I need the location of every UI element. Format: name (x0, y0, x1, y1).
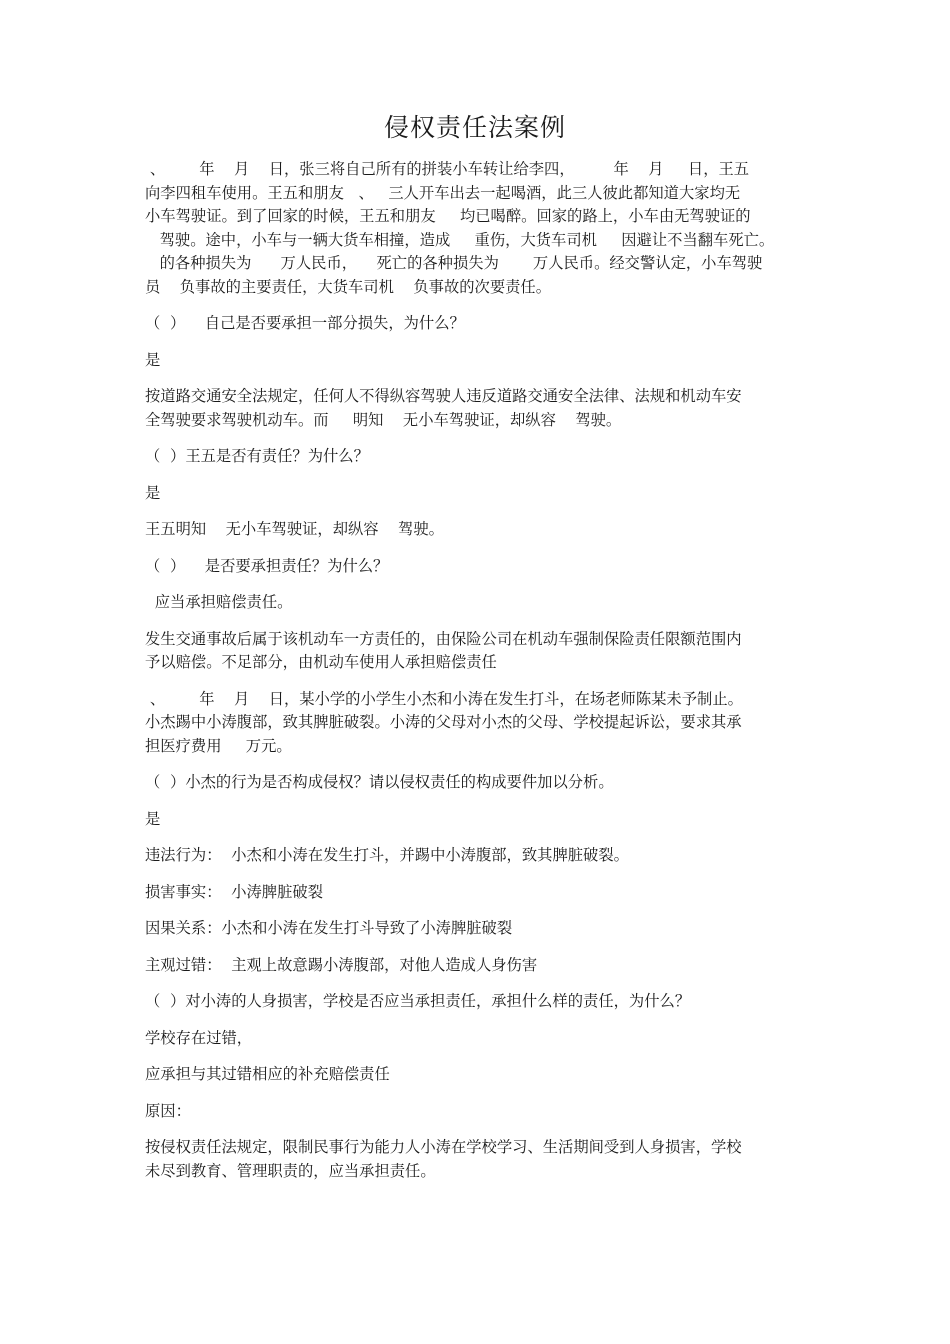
document-body (145, 158, 817, 1183)
case1-question-3: （ ） 是否要承担责任？为什么？ (145, 556, 389, 575)
text-line: 担医疗费用 万元。 (145, 736, 292, 755)
case1-question-2: （ ）王五是否有责任？为什么？ (145, 447, 369, 465)
case2-intro (145, 688, 817, 759)
text-line: 按道路交通安全法规定，任何人不得纵容驾驶人违反道路交通安全法律、法规和机动车安 (145, 387, 742, 405)
element-subjective-fault: 主观过错： 主观上故意踢小涛腹部，对他人造成人身伤害 (145, 955, 538, 974)
case1-answer-2-reason: 王五明知 无小车驾驶证，却纵容 驾驶。 (145, 520, 444, 538)
text-line: 发生交通事故后属于该机动车一方责任的，由保险公司在机动车强制保险责任限额范围内 (145, 629, 742, 648)
document-title: 侵权责任法案例 (383, 113, 566, 142)
text-line: 未尽到教育、管理职责的，应当承担责任。 (145, 1161, 436, 1180)
case2-question-1: （ ）小杰的行为是否构成侵权？请以侵权责任的构成要件加以分析。 (145, 773, 614, 791)
case2-answer-2-line-3: 原因： (145, 1101, 191, 1120)
case2-answer-2-line-1: 学校存在过错， (145, 1028, 253, 1047)
text-line: 员 负事故的主要责任，大货车司机 负事故的次要责任。 (145, 277, 552, 296)
case1-intro (145, 158, 817, 299)
case1-answer-2: 是 (145, 483, 161, 502)
case1-question-1: （ ） 自己是否要承担一部分损失，为什么？ (145, 314, 465, 332)
case1-answer-3-reason (145, 628, 817, 675)
text-line: 、 年 月 日，某小学的小学生小杰和小涛在发生打斗，在场老师陈某未予制止。 (145, 689, 743, 708)
element-causation: 因果关系：小杰和小涛在发生打斗导致了小涛脾脏破裂 (145, 919, 513, 937)
case1-answer-1-reason (145, 385, 817, 432)
case2-answer-1: 是 (145, 809, 161, 828)
text-line: 的各种损失为 万人民币， 死亡的各种损失为 万人民币。经交警认定，小车驾驶 (145, 254, 763, 272)
element-damage-fact: 损害事实： 小涛脾脏破裂 (145, 882, 323, 901)
case2-question-2: （ ）对小涛的人身损害，学校是否应当承担责任，承担什么样的责任，为什么？ (145, 992, 691, 1010)
text-line: 按侵权责任法规定，限制民事行为能力人小涛在学校学习、生活期间受到人身损害，学校 (145, 1138, 742, 1156)
text-line: 全驾驶要求驾驶机动车。而 明知 无小车驾驶证，却纵容 驾驶。 (145, 410, 622, 429)
case2-answer-2-reason (145, 1136, 817, 1183)
case1-answer-3: 应当承担赔偿责任。 (145, 593, 293, 611)
element-illegal-act: 违法行为： 小杰和小涛在发生打斗，并踢中小涛腹部，致其脾脏破裂。 (145, 846, 629, 864)
text-line: 、 年 月 日，张三将自己所有的拼装小车转让给李四， 年 月 日，王五 (145, 160, 750, 178)
text-line: 驾驶。途中，小车与一辆大货车相撞，造成 重伤，大货车司机 因避让不当翻车死亡。 (145, 230, 775, 249)
text-line: 小杰踢中小涛腹部，致其脾脏破裂。小涛的父母对小杰的父母、学校提起诉讼，要求其承 (145, 713, 742, 731)
case1-answer-1: 是 (145, 350, 161, 369)
case2-answer-2-line-2: 应承担与其过错相应的补充赔偿责任 (145, 1065, 390, 1083)
text-line: 向李四租车使用。王五和朋友 、 三人开车出去一起喝酒，此三人彼此都知道大家均无 (145, 183, 741, 202)
text-line: 予以赔偿。不足部分，由机动车使用人承担赔偿责任 (145, 653, 497, 671)
text-line: 小车驾驶证。到了回家的时候，王五和朋友 均已喝醉。回家的路上，小车由无驾驶证的 (145, 207, 751, 225)
